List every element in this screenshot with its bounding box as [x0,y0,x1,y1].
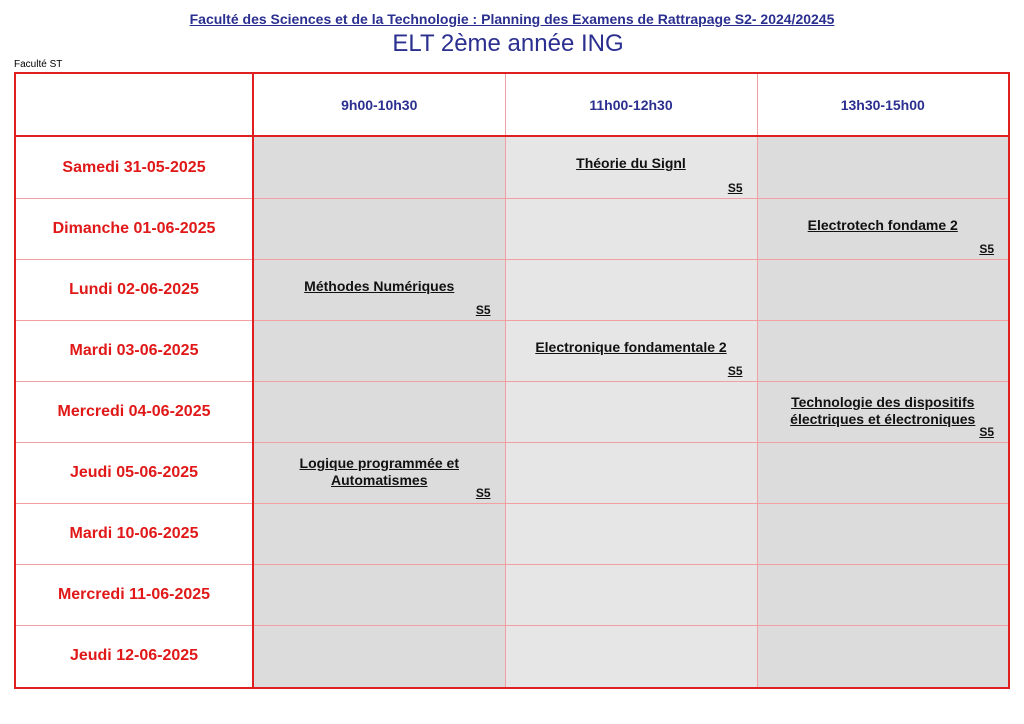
exam-title: Théorie du Signl [576,155,686,171]
schedule-cell [757,381,1009,442]
schedule-cell [757,321,1009,382]
schedule-cell [757,625,1009,688]
exam-room: S5 [979,242,994,257]
header-row [15,73,1009,136]
day-label: Mardi 03-06-2025 [15,321,253,382]
schedule-row [15,260,1009,321]
day-label: Mercredi 04-06-2025 [15,381,253,442]
schedule-row [15,625,1009,688]
slot-header: 9h00-10h30 [253,73,505,136]
schedule-cell [505,625,757,688]
schedule-row [15,199,1009,260]
schedule-cell [253,442,505,503]
exam-title: Electronique fondamentale 2 [535,339,727,356]
schedule-cell [505,503,757,564]
schedule-cell [505,442,757,503]
schedule-cell [505,321,757,382]
schedule-cell [757,136,1009,199]
schedule-cell [505,564,757,625]
exam-room: S5 [979,424,994,439]
schedule-row [15,321,1009,382]
schedule-cell [757,260,1009,321]
schedule-cell [757,503,1009,564]
exam-title: Logique programmée et Automatismes [299,454,459,488]
slot-header: 11h00-12h30 [505,73,757,136]
header-corner [15,73,253,136]
schedule-cell [505,381,757,442]
schedule-cell [253,136,505,199]
exam-room: S5 [727,363,743,378]
slot-header: 13h30-15h00 [757,73,1009,136]
exam-room: S5 [475,303,491,318]
page-subtitle: ELT 2ème année ING [392,30,624,57]
schedule-cell [505,199,757,260]
schedule-row [15,381,1009,442]
exam-room: S5 [475,485,491,500]
exam-room: S5 [727,181,743,196]
day-label: Jeudi 12-06-2025 [15,625,253,688]
day-label: Samedi 31-05-2025 [15,136,253,199]
exam-title: Technologie des dispositifs électriques et électroniques [790,393,976,427]
day-label: Mardi 10-06-2025 [15,503,253,564]
schedule-row [15,503,1009,564]
exam-schedule-table [14,72,1010,689]
day-label: Lundi 02-06-2025 [15,260,253,321]
faculty-label: Faculté ST [14,59,63,70]
schedule-cell [505,260,757,321]
day-label: Jeudi 05-06-2025 [15,442,253,503]
day-label: Mercredi 11-06-2025 [15,564,253,625]
page-title: Faculté des Sciences et de la Technologie : Planning des Examens de Rattrapage S2- 2024/20245 [189,11,835,27]
schedule-cell [253,625,505,688]
schedule-cell [757,442,1009,503]
schedule-cell [253,260,505,321]
schedule-cell [253,503,505,564]
schedule-cell [253,564,505,625]
day-label: Dimanche 01-06-2025 [15,199,253,260]
schedule-cell [757,564,1009,625]
schedule-cell [253,321,505,382]
schedule-row [15,136,1009,199]
schedule-cell [253,199,505,260]
schedule-row [15,442,1009,503]
schedule-cell [505,136,757,199]
exam-title: Méthodes Numériques [304,278,455,295]
schedule-cell [757,199,1009,260]
exam-title: Electrotech fondame 2 [807,217,958,234]
schedule-cell [253,381,505,442]
schedule-row [15,564,1009,625]
